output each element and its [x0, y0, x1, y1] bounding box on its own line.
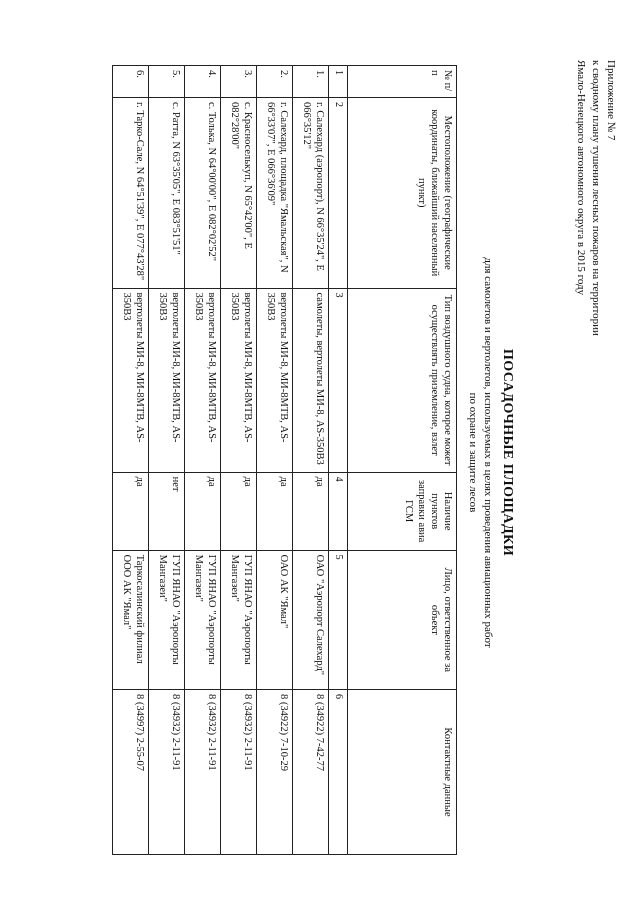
header-number: № п/п: [348, 66, 457, 98]
row-location: с. Ратта, N 63°35'05", E 083°51'51": [149, 97, 185, 288]
header-contacts: Контактные данные: [348, 690, 457, 855]
row-responsible: Таркосалинский филиал ООО АК "Ямал": [113, 550, 149, 689]
row-location: г. Тарко-Сале, N 64°51'39", E 077°43'28": [113, 97, 149, 288]
row-number: 5.: [149, 66, 185, 98]
row-number: 6.: [113, 66, 149, 98]
document-title: ПОСАДОЧНЫЕ ПЛОЩАДКИ: [500, 348, 515, 557]
annex-text-line-2: Ямало-Ненецкого автономного округа в 2015 году: [575, 60, 587, 296]
table-row: [113, 66, 149, 855]
row-contacts: 8 (34932) 2-11-91: [149, 690, 185, 855]
row-contacts: 8 (34932) 2-11-91: [221, 690, 257, 855]
annex-number: Приложение № 7: [605, 60, 617, 141]
subtitle-line-2: по охране и защите лесов: [467, 392, 479, 513]
table-row: [293, 66, 329, 855]
row-responsible: ОАО "Аэропорт Салехард": [293, 550, 329, 689]
row-aircraft-type: вертолеты МИ-8, МИ-8МТВ, AS-350B3: [257, 288, 293, 472]
header-fuel: Наличие пунктов заправки авиа ГСМ: [348, 472, 457, 550]
row-responsible: ОАО АК "Ямал": [257, 550, 293, 689]
row-location: с. Красноселькуп, N 65°42'00", E 082°28'00": [221, 97, 257, 288]
row-aircraft-type: вертолеты МИ-8, МИ-8МТВ, AS-350B3: [149, 288, 185, 472]
row-fuel: да: [113, 472, 149, 550]
row-fuel: да: [221, 472, 257, 550]
row-location: с. Толька, N 64°00'00", E 082°02'52": [185, 97, 221, 288]
row-number: 1.: [293, 66, 329, 98]
table-row: [221, 66, 257, 855]
row-contacts: 8 (34932) 2-11-91: [185, 690, 221, 855]
row-responsible: ГУП ЯНАО "Аэропорты Мангазеи": [221, 550, 257, 689]
row-location: г. Салехард (аэропорт), N 66°35'24", E 066°35'12": [293, 97, 329, 288]
row-responsible: ГУП ЯНАО "Аэропорты Мангазеи": [185, 550, 221, 689]
document-subtitle: [465, 0, 495, 905]
row-contacts: 8 (34997) 2-55-07: [113, 690, 149, 855]
row-number: 3.: [221, 66, 257, 98]
row-fuel: нет: [149, 472, 185, 550]
annex-text-line-1: к сводному плану тушения лесных пожаров на территории: [590, 60, 602, 336]
header-responsible: Лицо, ответственное за объект: [348, 550, 457, 689]
column-number: 2: [329, 97, 348, 288]
table-row: [185, 66, 221, 855]
row-fuel: да: [185, 472, 221, 550]
row-fuel: да: [293, 472, 329, 550]
row-contacts: 8 (34922) 7-42-77: [293, 690, 329, 855]
column-number: 6: [329, 690, 348, 855]
column-number: 3: [329, 288, 348, 472]
subtitle-line-1: для самолетов и вертолетов, используемых в целях проведения авиационных работ: [482, 257, 494, 648]
header-location: Местоположение (географические координаты, ближайший населенный пункт): [348, 97, 457, 288]
row-location: г. Салехард, площадка "Ямальская", N 66°33'07", E 066°36'09": [257, 97, 293, 288]
row-responsible: ГУП ЯНАО "Аэропорты Мангазеи": [149, 550, 185, 689]
column-number: 5: [329, 550, 348, 689]
row-fuel: да: [257, 472, 293, 550]
annex-note: [573, 60, 618, 440]
row-aircraft-type: самолеты, вертолеты МИ-8, AS-350B3: [293, 288, 329, 472]
row-contacts: 8 (34922) 7-10-29: [257, 690, 293, 855]
column-number: 1: [329, 66, 348, 98]
row-aircraft-type: вертолеты МИ-8, МИ-8МТВ, AS-350B3: [221, 288, 257, 472]
row-aircraft-type: вертолеты МИ-8, МИ-8МТВ, AS-350B3: [185, 288, 221, 472]
landing-sites-table: [112, 65, 457, 855]
row-aircraft-type: вертолеты МИ-8, МИ-8МТВ, AS-350B3: [113, 288, 149, 472]
table-row: [149, 66, 185, 855]
header-aircraft-type: Тип воздушного судна, которое может осуществлять приземление, взлет: [348, 288, 457, 472]
row-number: 2.: [257, 66, 293, 98]
column-number: 4: [329, 472, 348, 550]
table-row: [257, 66, 293, 855]
table-header-row: [348, 66, 457, 855]
row-number: 4.: [185, 66, 221, 98]
column-number-row: [329, 66, 348, 855]
